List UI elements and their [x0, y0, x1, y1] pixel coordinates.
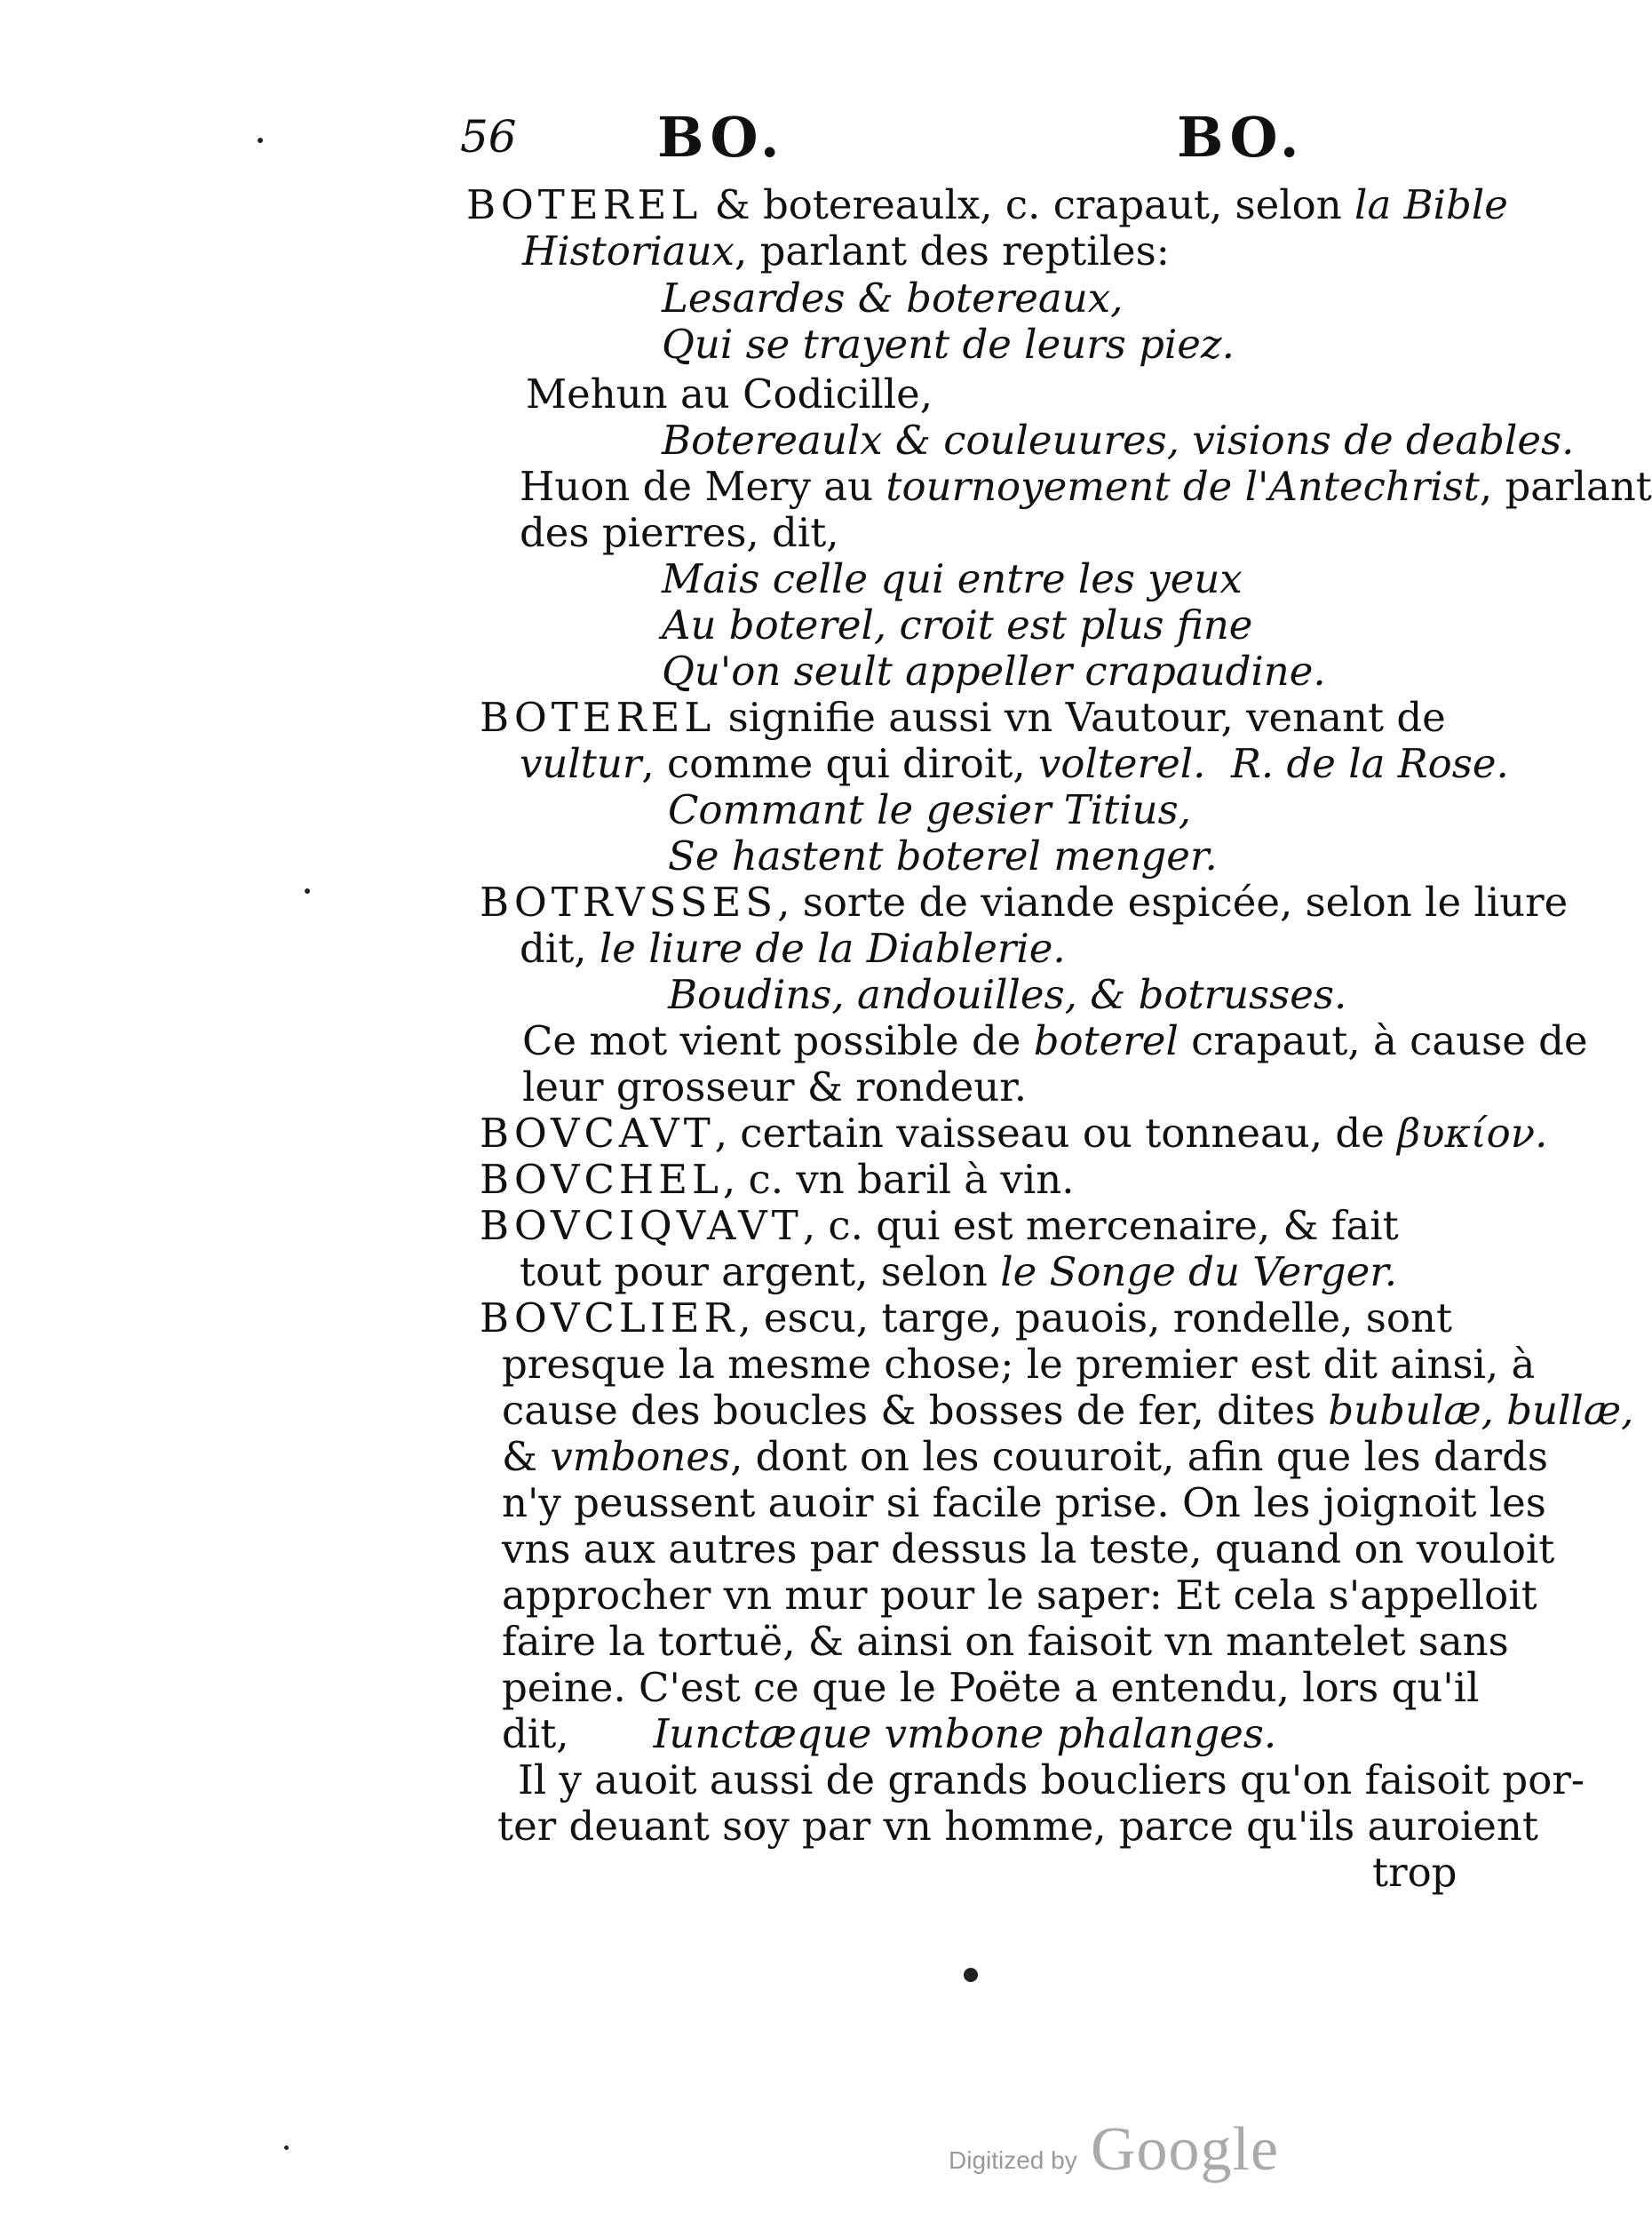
entry-line: cause des boucles & bosses de fer, dites bubulæ, bullæ,: [502, 1387, 1634, 1434]
entry-line: vns aux autres par dessus la teste, quand on vouloit: [502, 1525, 1555, 1572]
ink-speck: [258, 138, 263, 143]
source-citation: la Bible: [1354, 181, 1508, 228]
source-citation: vultur: [520, 740, 642, 787]
headword: BOVCAVT: [480, 1110, 715, 1157]
entry-line: BOTRVSSES, sorte de viande espicée, selon le liure: [480, 879, 1569, 926]
verse-line: Botereaulx & couleuures, visions de deables.: [662, 417, 1575, 464]
entry-line: presque la mesme chose; le premier est dit ainsi, à: [502, 1341, 1536, 1388]
entry-line: BOVCLIER, escu, targe, pauois, rondelle, sont: [480, 1294, 1453, 1341]
headword: BOTEREL: [480, 694, 716, 741]
verse-line: Qui se trayent de leurs piez.: [662, 321, 1235, 368]
entry-line: & vmbones, dont on les couuroit, afin que les dards: [502, 1433, 1549, 1480]
entry-line: dit, le liure de la Diablerie.: [520, 925, 1066, 972]
source-citation: R. de la Rose.: [1231, 740, 1509, 787]
entry-line: peine. C'est ce que le Poëte a entendu, lors qu'il: [502, 1664, 1480, 1711]
digitized-watermark: [949, 2114, 1322, 2185]
entry-line: vultur, comme qui diroit, volterel. R. de la Rose.: [520, 740, 1509, 787]
verse-line: Lesardes & botereaux,: [662, 275, 1124, 322]
entry-line: BOVCIQVAVT, c. qui est mercenaire, & fait: [480, 1202, 1399, 1249]
entry-line: n'y peussent auoir si facile prise. On les joignoit les: [502, 1479, 1546, 1526]
headword: BOTEREL: [466, 181, 703, 228]
source-citation: boterel: [1033, 1017, 1179, 1064]
verse-line: Au boterel, croit est plus fine: [662, 601, 1253, 649]
verse-line: Commant le gesier Titius,: [668, 786, 1192, 833]
verse-line: Mais celle qui entre les yeux: [662, 555, 1243, 602]
entry-line: BOTEREL signifie aussi vn Vautour, venant de: [480, 694, 1446, 741]
ink-speck: [284, 2145, 289, 2150]
source-citation: vmbones: [550, 1433, 731, 1480]
entry-line: BOTEREL & botereaulx, c. crapaut, selon la Bible: [466, 181, 1508, 228]
digitized-by-label: Digitized by: [949, 2146, 1077, 2174]
verse-line: Qu'on seult appeller crapaudine.: [662, 648, 1326, 695]
source-citation: le liure de la Diablerie.: [599, 925, 1066, 972]
source-citation: Historiaux: [522, 227, 735, 275]
running-head-right: BO.: [1177, 105, 1305, 170]
headword: BOVCIQVAVT: [480, 1202, 803, 1249]
entry-line: Mehun au Codicille,: [526, 370, 933, 418]
ink-speck: [305, 888, 310, 894]
verse-line: Boudins, andouilles, & botrusses.: [668, 971, 1347, 1018]
headword: BOVCHEL: [480, 1156, 723, 1203]
entry-line: des pierres, dit,: [520, 509, 839, 556]
entry-line: Ce mot vient possible de boterel crapaut, à cause de: [522, 1017, 1588, 1064]
entry-line: tout pour argent, selon le Songe du Verger.: [520, 1248, 1398, 1295]
source-citation: bubulæ, bullæ,: [1328, 1387, 1634, 1434]
verse-line: Se hastent boterel menger.: [668, 832, 1218, 880]
ink-speck: [964, 1968, 978, 1982]
headword: BOVCLIER: [480, 1294, 739, 1341]
headword: BOTRVSSES: [480, 879, 778, 926]
greek-word: βυκίον.: [1397, 1110, 1548, 1157]
entry-line: BOVCHEL, c. vn baril à vin.: [480, 1156, 1075, 1203]
entry-line: Il y auoit aussi de grands boucliers qu'on faisoit por-: [518, 1756, 1585, 1803]
entry-line: dit, Iunctæque vmbone phalanges.: [502, 1710, 1277, 1757]
entry-line: ter deuant soy par vn homme, parce qu'ils auroient: [497, 1803, 1538, 1850]
entry-line: BOVCAVT, certain vaisseau ou tonneau, de βυκίον.: [480, 1110, 1548, 1157]
source-citation: Iunctæque vmbone phalanges.: [653, 1710, 1277, 1757]
entry-line: Historiaux, parlant des reptiles:: [522, 227, 1170, 275]
entry-line: Huon de Mery au tournoyement de l'Antechrist, parlant: [520, 463, 1652, 510]
source-citation: le Songe du Verger.: [1000, 1248, 1398, 1295]
catchword: trop: [1372, 1849, 1457, 1896]
entry-line: leur grosseur & rondeur.: [522, 1063, 1028, 1110]
page-number: 56: [460, 111, 517, 163]
entry-line: approcher vn mur pour le saper: Et cela s'appelloit: [502, 1572, 1537, 1619]
running-head-left: BO.: [657, 105, 785, 170]
google-logo: Google: [1091, 2115, 1280, 2184]
entry-line: faire la tortuë, & ainsi on faisoit vn mantelet sans: [502, 1618, 1509, 1665]
source-citation: tournoyement de l'Antechrist: [886, 463, 1480, 510]
